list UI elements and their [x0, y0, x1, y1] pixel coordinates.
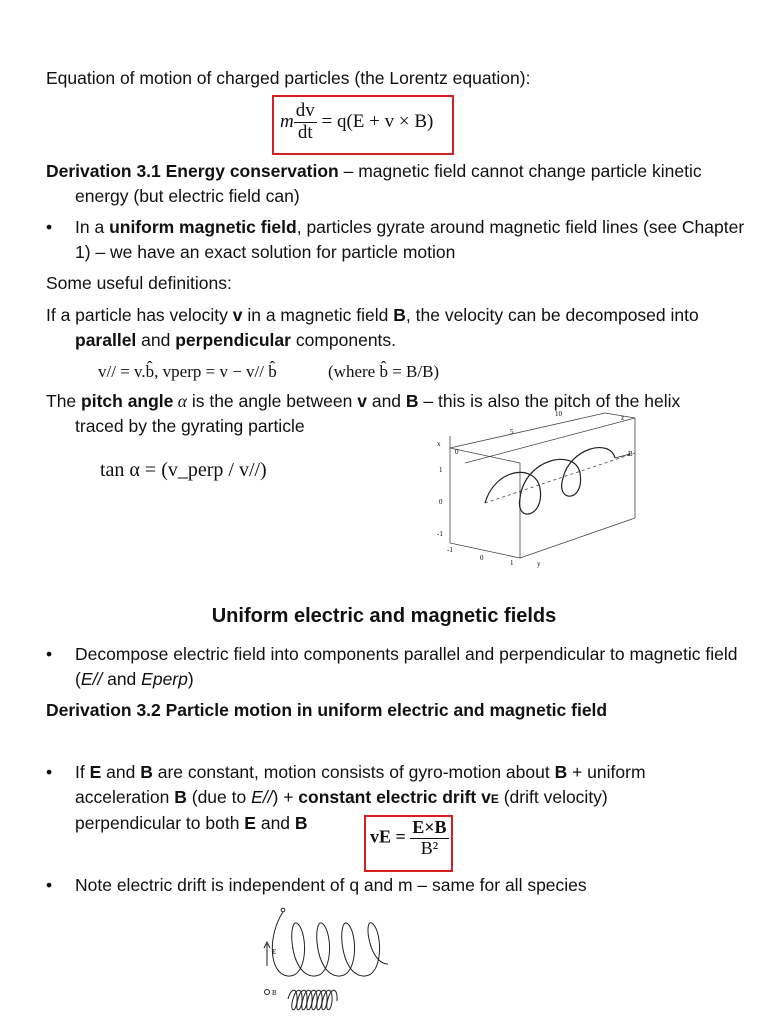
bullet-dot: • — [46, 217, 53, 237]
section-heading: Uniform electric and magnetic fields — [211, 605, 557, 627]
label-E: E — [272, 948, 277, 956]
tick-10: 10 — [555, 410, 562, 418]
label-x: x — [437, 440, 441, 448]
tick-minus-1: -1 — [437, 530, 443, 538]
intro-text: Equation of motion of charged particles (the Lorentz equation): — [46, 68, 531, 88]
pitch-angle-equation: tan α = (v_perp / v//) — [100, 459, 267, 481]
eq-mass: m — [280, 110, 294, 132]
derivation-3-1-text: – magnetic field cannot change particle kinetic energy (but electric field can) — [75, 161, 702, 207]
b-hat-definition: (where b̂ = B/B) — [328, 362, 440, 381]
tick-0-top: 0 — [455, 448, 459, 456]
drift-equation: vE = $\frac{E\times B}{\text{B²}}$ — [370, 817, 447, 858]
bullet-decompose-field: • Decompose electric field into components parallel and perpendicular to magnetic field (E// and Eperp) — [46, 644, 738, 690]
decomposition-equation: v// = v.b̂, vperp = v − v// b̂ — [98, 362, 277, 381]
bullet-dot: • — [46, 762, 53, 782]
bullet-uniform-magnetic: • In a uniform magnetic field, particles gyrate around magnetic field lines (see Chapter 1) – we have an exact solution for particle motion — [46, 217, 745, 263]
derivation-3-1-title: Derivation 3.1 Energy conservation — [46, 161, 339, 181]
bullet-drift-independent: • Note electric drift is independent of q and m – same for all species — [46, 873, 748, 898]
tick-0b: 0 — [480, 554, 484, 562]
derivation-3-2: Derivation 3.2 Particle motion in uniform electric and magnetic field — [46, 700, 608, 720]
tick-1: 1 — [439, 466, 443, 474]
derivation-3-1 — [46, 159, 748, 210]
pitch-angle-text: The pitch angle α is the angle between v and B – this is also the pitch of the helix traced by the gyrating particle — [46, 391, 681, 437]
velocity-decomposition: If a particle has velocity v in a magnetic field B, the velocity can be decomposed into parallel and perpendicular components. — [46, 305, 699, 351]
tick-5: 5 — [510, 428, 514, 436]
label-B: B — [272, 989, 277, 997]
label-y: y — [537, 560, 541, 568]
eq-dv: dv — [295, 100, 315, 121]
bullet-dot: • — [46, 644, 53, 664]
tick-1b: 1 — [510, 559, 514, 567]
bullet-constant-fields: • If E and B are constant, motion consists of gyro-motion about B + uniform acceleration B (due to E//) + constant electric drift vE (drift velocity) perpendicular to both E and B — [46, 762, 646, 833]
eq-dt: dt — [297, 121, 313, 143]
label-z: z — [621, 414, 625, 422]
helix-figure — [425, 408, 650, 573]
lorentz-equation — [280, 101, 433, 144]
useful-definitions: Some useful definitions: — [46, 273, 232, 293]
label-B: B — [628, 450, 633, 458]
bullet-dot: • — [46, 875, 53, 895]
eq-rhs: = q(E + v × B) — [321, 110, 434, 132]
drift-figure — [258, 904, 418, 1020]
tick-0: 0 — [439, 498, 443, 506]
tick-minus-1b: -1 — [447, 546, 453, 554]
